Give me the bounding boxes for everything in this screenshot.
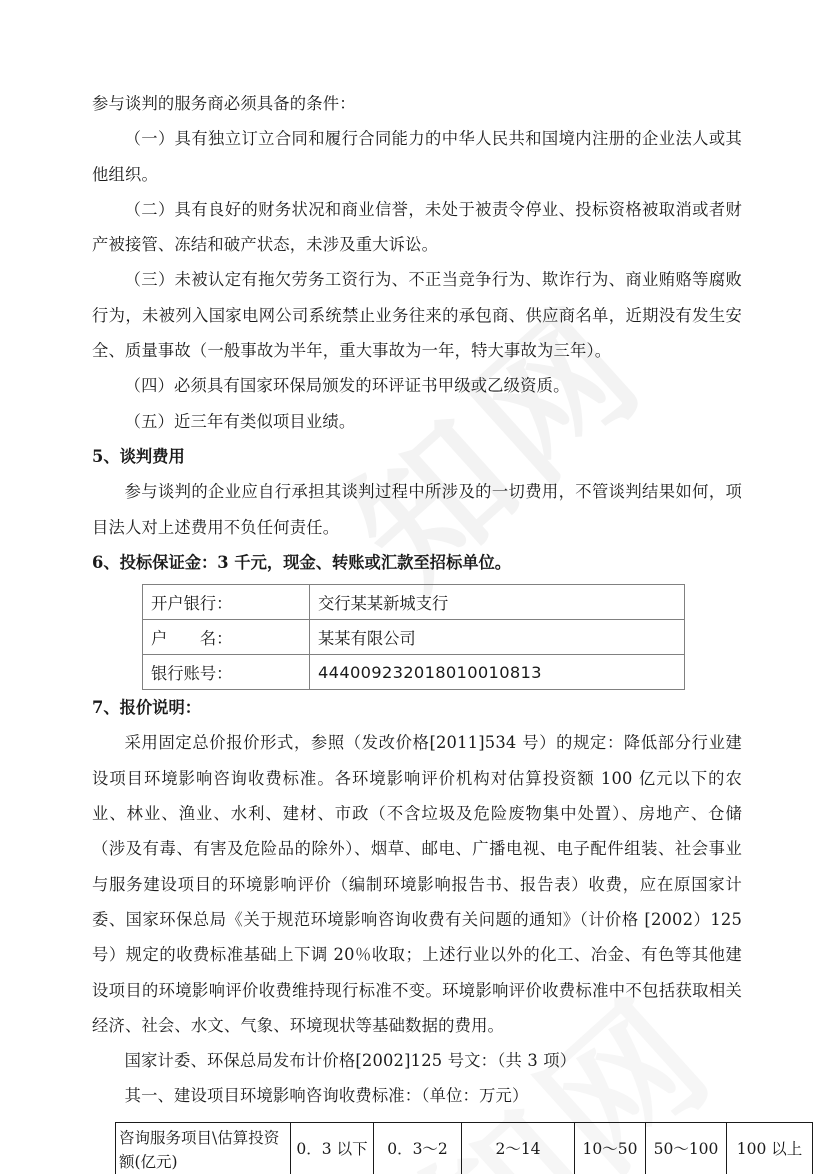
- fee-schedule-table: [115, 1122, 813, 1174]
- fee-header-range-5: 50～100: [646, 1122, 727, 1174]
- condition-item-2: （二）具有良好的财务状况和商业信誉，未处于被责令停业、投标资格被取消或者财产被接管、冻结和破产状态，未涉及重大诉讼。: [92, 199, 742, 255]
- bank-name-value: 交行某某新城支行: [310, 585, 685, 620]
- section-7-heading: 7、报价说明：: [92, 698, 202, 718]
- fee-header-range-3: 2～14: [462, 1122, 575, 1174]
- fee-header-range-2: 0．3～2: [374, 1122, 462, 1174]
- condition-item-5: （五）近三年有类似项目业绩。: [124, 411, 356, 431]
- table-row: [143, 655, 685, 690]
- section-7-note-1: 国家计委、环保总局发布计价格[2002]125 号文：（共 3 项）: [124, 1051, 577, 1071]
- intro-line: 参与谈判的服务商必须具备的条件：: [92, 94, 356, 113]
- account-number-value: 444009232018010010813: [310, 655, 685, 690]
- account-holder-value: 某某有限公司: [310, 620, 685, 655]
- document-content: [92, 86, 803, 1174]
- fee-header-range-4: 10～50: [575, 1122, 646, 1174]
- bank-account-table: [142, 584, 685, 690]
- condition-item-1: （一）具有独立订立合同和履行合同能力的中华人民共和国境内注册的企业法人或其他组织。: [92, 129, 742, 184]
- table-row: [143, 585, 685, 620]
- section-7-note-2: 其一、建设项目环境影响咨询收费标准：（单位：万元）: [124, 1086, 529, 1106]
- account-number-label: 银行账号：: [143, 655, 310, 690]
- bank-name-label: 开户银行：: [143, 585, 310, 620]
- condition-item-3: （三）未被认定有拖欠劳务工资行为、不正当竞争行为、欺诈行为、商业贿赂等腐败行为，未被列入国家电网公司系统禁止业务往来的承包商、供应商名单，近期没有发生安全、质量事故（一般事故为半年，重大事故为一年，特大事故为三年）。: [92, 270, 742, 361]
- table-row: [116, 1122, 813, 1174]
- section-5-body: 参与谈判的企业应自行承担其谈判过程中所涉及的一切费用，不管谈判结果如何，项目法人对上述费用不负任何责任。: [92, 482, 742, 537]
- fee-header-range-6: 100 以上: [727, 1122, 813, 1174]
- bank-account-table-wrap: [142, 584, 742, 690]
- section-6-heading: 6、投标保证金：3 千元，现金、转账或汇款至招标单位。: [92, 552, 512, 572]
- section-5-heading: 5、谈判费用: [92, 446, 185, 466]
- fee-header-category: 咨询服务项目\估算投资额(亿元): [116, 1122, 291, 1174]
- fee-header-range-1: 0．3 以下: [291, 1122, 374, 1174]
- account-holder-label: 户 名：: [143, 620, 310, 655]
- fee-schedule-table-wrap: [115, 1122, 803, 1174]
- section-7-body: 采用固定总价报价形式，参照（发改价格[2011]534 号）的规定：降低部分行业建设项目环境影响咨询收费标准。各环境影响评价机构对估算投资额 100 亿元以下的农业、林业、渔业、水利、建材、市政（不含垃圾及危险废物集中处置）、房地产、仓储（涉及有毒、有害及危险品的除外）、烟草、邮电、广播电视、电子配件组装、社会事业与服务建设项目的环境影响评价（编制环境影响报告书、报告表）收费，应在原国家计委、国家环保总局《关于规范环境影响咨询收费有关问题的通知》（计价格 [2002）125 号）规定的收费标准基础上下调 20％收取；上述行业以外的化工、冶金、有色等其他建设项目的环境影响评价收费维持现行标准不变。环境影响评价收费标准中不包括获取相关经济、社会、水文、气象、环境现状等基础数据的费用。: [92, 733, 742, 1035]
- condition-item-4: （四）必须具有国家环保局颁发的环评证书甲级或乙级资质。: [124, 376, 570, 396]
- table-row: [143, 620, 685, 655]
